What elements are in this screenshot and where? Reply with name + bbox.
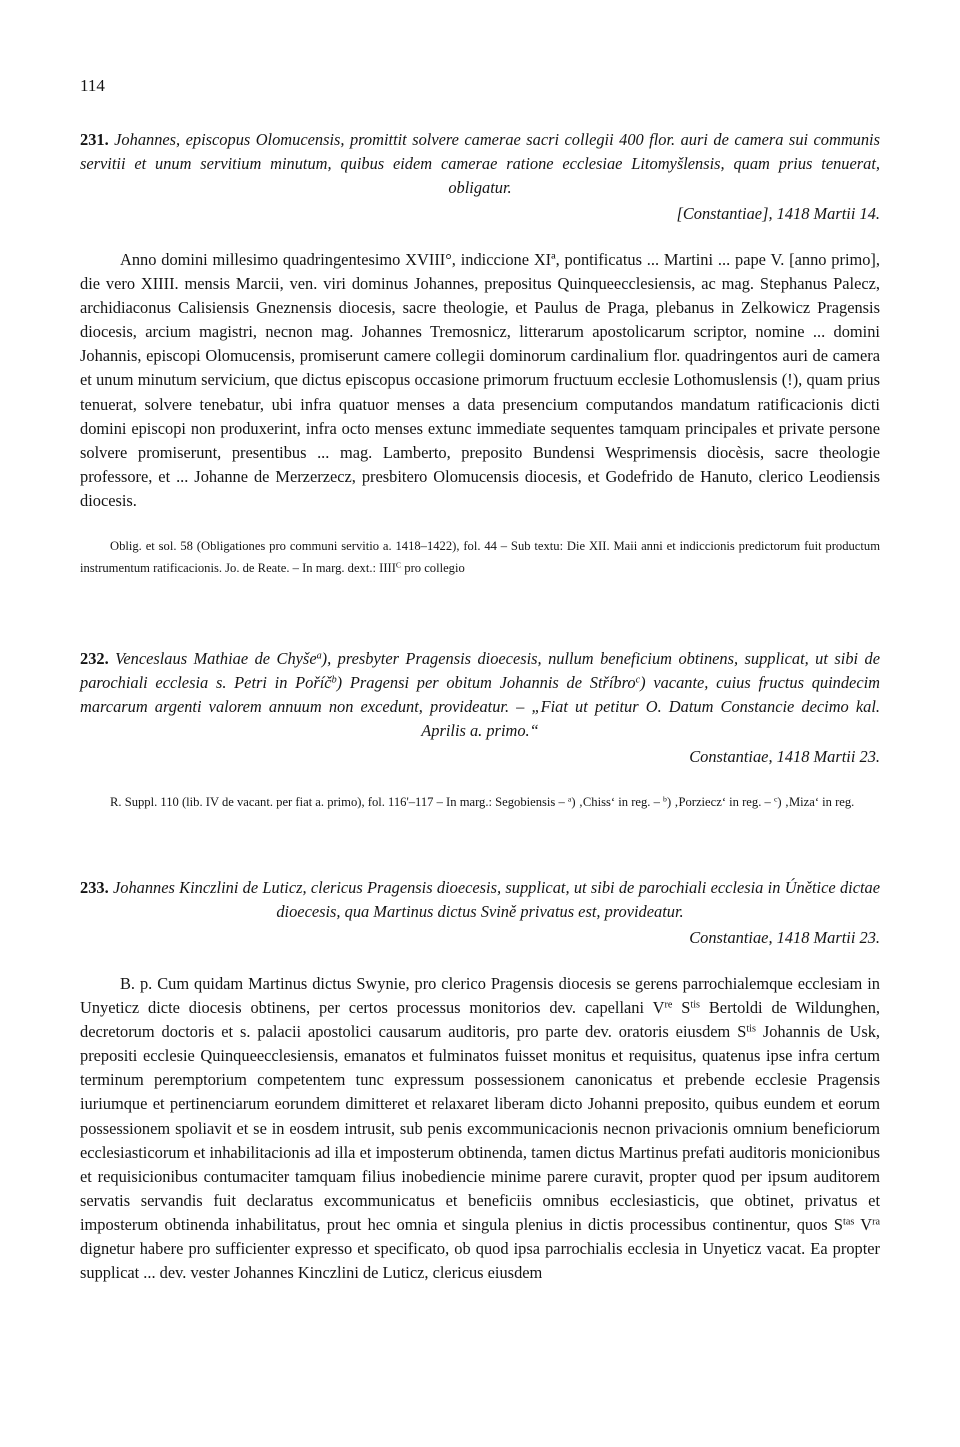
footnote-marker: a	[567, 794, 572, 804]
entry-number: 232.	[80, 649, 109, 668]
abbrev-sup: re	[664, 999, 673, 1011]
body-part: Johannis de Usk, prepositi ecclesie Quinqueecclesiensis, emanatos et fulminatos fuisset monitus et requisitus, quatenus ipse infra certum terminum peremptorium competentem tunc expressum possessionem canonicatus et prebende ecclesie Pragensis iuriumque et pertinenciarum eorundem dimitteret et relaxaret liberam dicto Johanni preposito, quibus eundem et eorum possessionem spoliavit et se in eosdem intrusit, sub penis excommunicacionis necnon privacionis omnium beneficiorum ecclesiasticorum et inhabilitacionis ad illa et imposterum obtinenda, tamen dictus Martinus prefati auditoris monicionibus et requisicionibus contumaciter tamquam filius inobediencie minime parere curavit, propter quod per ipsum auditorem servatis servandis fuit declaratus excommunicatus et beneficiis omnibus ecclesiasticis, que obtinet, privatus et imposterum obtinenda inhabilitatus, prout hec omnia et singula plenius in dictis processibus continentur, quos S	[80, 1022, 881, 1234]
body-part: B. p. Cum quidam Martinus dictus Swynie, pro clerico Pragensis diocesis se gerens parrochialemque ecclesiam in Unyeticz dicte diocesis obtinens, per certos processus monitorios dev. capellani V	[80, 974, 880, 1018]
entry-summary: Johannes Kinczlini de Luticz, clericus Pragensis dioecesis, supplicat, ut sibi de parochiali ecclesia in Únětice dictae dioecesis, qua Martinus dictus Svině privatus est, provideatur.	[112, 878, 880, 921]
heading-part: ) Pragensi per obitum Johannis de Stříbro	[336, 673, 636, 692]
abbrev-sup: tis	[746, 1023, 756, 1035]
entry-body: Anno domini millesimo quadringentesimo XVIII°, indiccione XIª, pontificatus ... Martini ... pape V. [anno primo], die vero XIIII. mensis Marcii, ven. viri dominus Johannes, prepositus Quinqueecclesiensis, ac mag. Stephanus Palecz, archidiaconus Calisiensis Gneznensis diocesis, sacre theologie, et Paulus de Praga, plebanus in Zelkowicz Pragensis diocesis, arcium magistri, necnon mag. Johannes Tremosnicz, litterarum apostolicarum scriptor, nomine ... domini Johannis, episcopi Olomucensis, promiserunt camere collegii dominorum cardinalium flor. quadringentos auri de camera et unum minutum servicium, que dictus episcopus occasione primorum fructuum ecclesie Lothomuslensis (!), quam prius tenuerat, solvere tenebatur, ubi infra quatuor menses a data presencium computandos mandatum ratificacionis dicti domini episcopi non produxerint, infra octo menses extunc immediate sequentes tamquam principales et private persone solvere promiserunt, presentibus ... mag. Lamberto, preposito Bundensi Wesprimensis diocèsis, sacre theologie professore, et ... Johanne de Merzerzecz, presbitero Olomucensis diocesis, et Godefrido de Hanuto, clerico Leodiensis diocesis.	[80, 250, 880, 510]
heading-part: Venceslaus Mathiae de Chyše	[115, 649, 317, 668]
note-text: Oblig. et sol. 58 (Obligationes pro communi servitio a. 1418–1422), fol. 44 – Sub textu: Die XII. Maii anni et indiccionis predictorum fuit productum instrumentum ratificacionis. Jo. de Reate. – In marg. dext.: IIII	[80, 539, 880, 576]
entry-note	[80, 791, 880, 813]
note-part: ) ‚Chiss‘ in reg. –	[571, 795, 664, 809]
footnote-marker: c	[773, 794, 778, 804]
entry-body	[80, 972, 880, 1285]
entry-number: 231.	[80, 130, 109, 149]
entry-heading	[80, 128, 880, 200]
heading-part: ) vacante, cuius fructus quindecim marcarum argenti valorem annuum non excedunt, provideatur. – „Fiat ut petitur O. Datum Constancie decimo kal. Aprilis a. primo.“	[80, 673, 880, 740]
entry-summary: Johannes, episcopus Olomucensis, promittit solvere camerae sacri collegii 400 flor. auri de camera sui communis servitii et unum servitium minutum, quibus eidem camerae ratione ecclesiae Litomyšlensis, quam prius tenuerat, obligatur.	[80, 130, 880, 197]
entry-dateline: [Constantiae], 1418 Martii 14.	[676, 204, 880, 223]
entry-231	[80, 128, 880, 579]
heading-part: ), presbyter Pragensis dioecesis, nullum beneficium obtinens, supplicat, ut sibi de parochiali ecclesia s. Petri in Poříč	[80, 649, 880, 692]
note-part: ) ‚Miza‘ in reg.	[777, 795, 855, 809]
note-part: R. Suppl. 110 (lib. IV de vacant. per fiat a. primo), fol. 116'–117 – In marg.: Segobiensis –	[110, 795, 568, 809]
body-part: V	[854, 1214, 873, 1234]
note-tail: pro collegio	[401, 561, 465, 576]
entry-heading	[80, 876, 880, 924]
body-part: S	[672, 998, 691, 1018]
abbrev-sup: tis	[690, 999, 700, 1011]
entry-number: 233.	[80, 878, 109, 897]
note-part: ) ‚Porziecz‘ in reg. –	[666, 795, 774, 809]
entry-dateline: Constantiae, 1418 Martii 23.	[689, 928, 880, 947]
footnote-marker: a	[316, 650, 322, 662]
abbrev-sup: tas	[843, 1216, 855, 1228]
entry-heading	[80, 647, 880, 743]
footnote-marker: b	[663, 794, 667, 804]
entry-note	[80, 535, 880, 579]
footnote-marker: c	[635, 674, 641, 686]
footnote-marker: b	[331, 674, 337, 686]
page-number: 114	[80, 76, 105, 95]
note-sup: C	[395, 560, 402, 570]
entry-233	[80, 876, 880, 1285]
abbrev-sup: ra	[872, 1216, 880, 1228]
body-part: Bertoldi de Wildunghen, decretorum doctoris et s. palacii apostolici causarum auditoris, pro parte dev. oratoris eiusdem S	[80, 998, 880, 1042]
body-part: dignetur habere pro sufficienter expresso et specificato, ob quod ipsa parrochialis ecclesia in Unyeticz vacat. Ea propter supplicat ... dev. vester Johannes Kinczlini de Luticz, clericus eiusdem	[80, 1239, 880, 1283]
entry-232	[80, 647, 880, 813]
entry-dateline: Constantiae, 1418 Martii 23.	[689, 747, 880, 766]
